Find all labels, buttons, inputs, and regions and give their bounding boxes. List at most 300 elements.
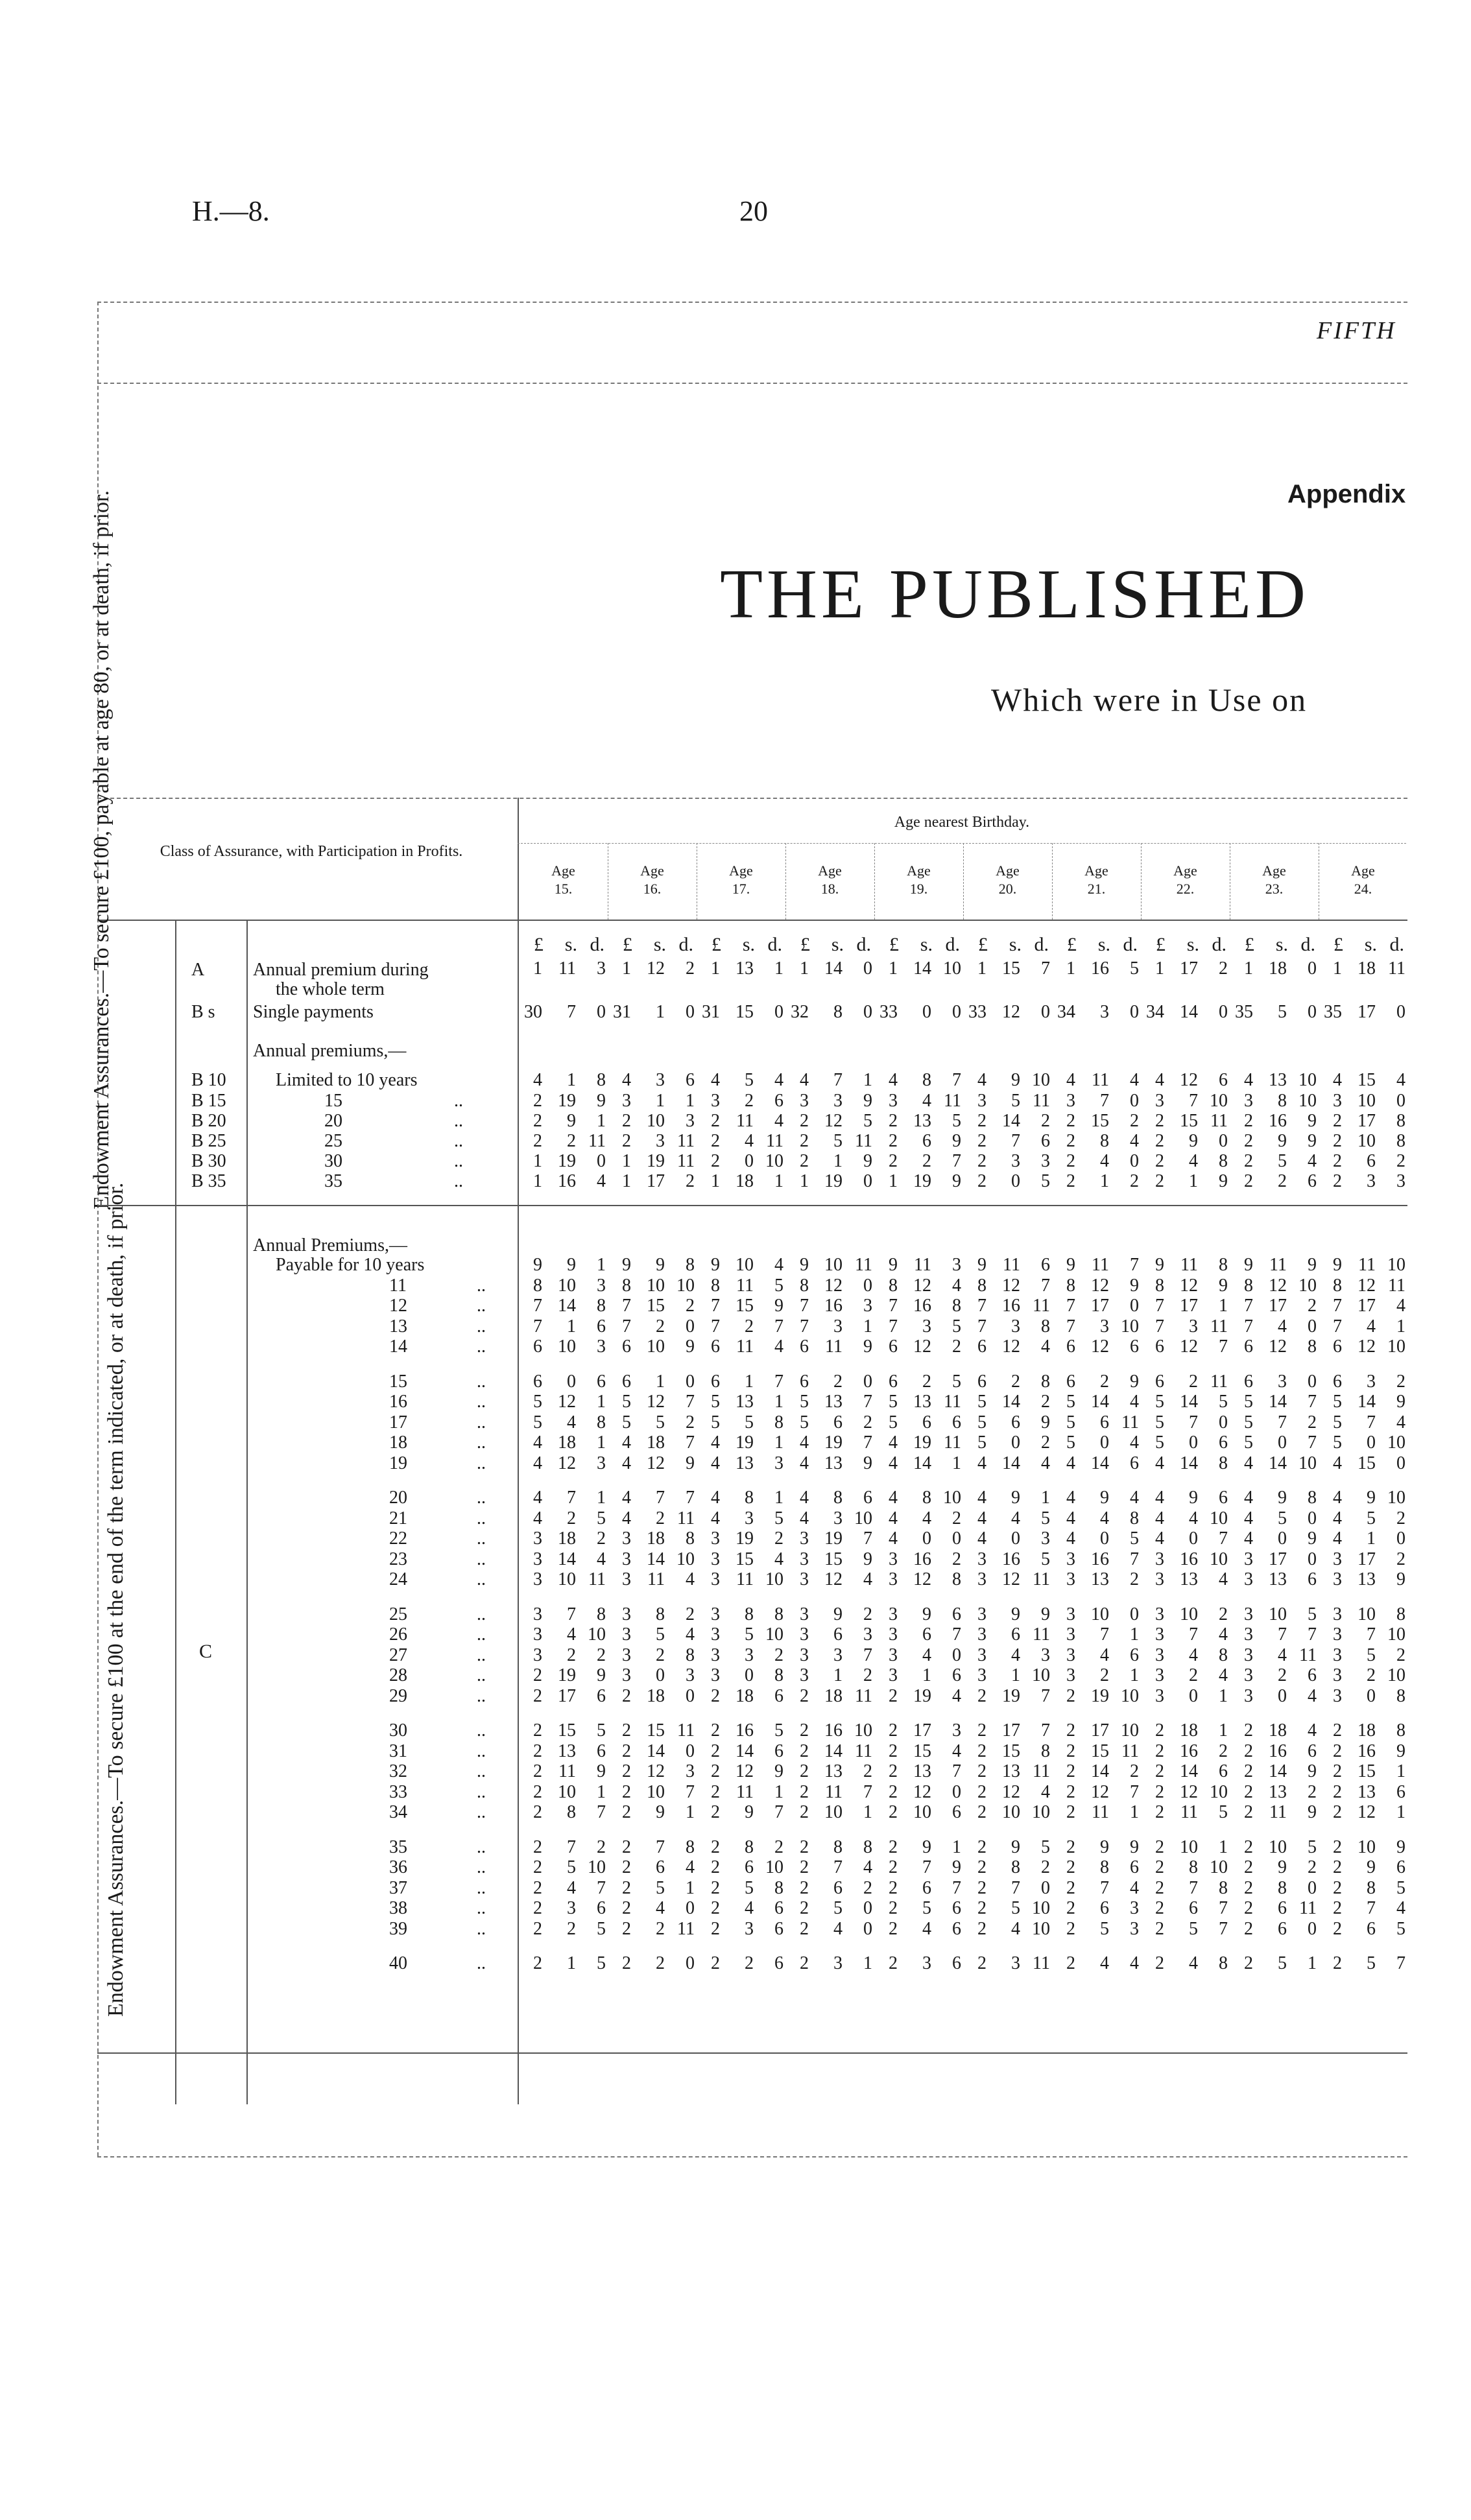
row-leader: .. bbox=[477, 1371, 486, 1392]
premium-shillings: 2 bbox=[922, 1151, 931, 1171]
premium-pence: 5 bbox=[1041, 1508, 1050, 1528]
term-value: 17 bbox=[389, 1412, 407, 1432]
premium-cell bbox=[612, 1091, 695, 1111]
premium-pence: 0 bbox=[863, 958, 872, 979]
unit-label: s. bbox=[653, 934, 666, 955]
premium-cell bbox=[1234, 1741, 1317, 1762]
premium-pence: 4 bbox=[1308, 1685, 1317, 1706]
premium-pence: 10 bbox=[1032, 1665, 1050, 1685]
premium-pounds: 2 bbox=[1066, 1918, 1075, 1939]
premium-cell bbox=[789, 958, 872, 979]
premium-shillings: 3 bbox=[567, 1898, 576, 1918]
premium-shillings: 5 bbox=[1278, 1508, 1287, 1528]
premium-cell bbox=[967, 1782, 1050, 1803]
premium-pounds: 4 bbox=[1066, 1508, 1075, 1528]
premium-pounds: 2 bbox=[977, 1761, 987, 1781]
premium-pence: 6 bbox=[774, 1091, 783, 1111]
premium-shillings: 2 bbox=[656, 1918, 665, 1939]
premium-pounds: 35 bbox=[1235, 1002, 1253, 1022]
premium-shillings: 4 bbox=[1189, 1151, 1198, 1171]
premium-pence: 0 bbox=[597, 1002, 606, 1022]
premium-cell bbox=[1145, 1720, 1228, 1741]
premium-shillings: 18 bbox=[1269, 1720, 1287, 1741]
premium-cell bbox=[612, 1898, 695, 1919]
premium-cell bbox=[523, 1171, 606, 1192]
premium-shillings: 16 bbox=[1269, 1111, 1287, 1131]
premium-cell bbox=[789, 1508, 872, 1529]
premium-pounds: 4 bbox=[1244, 1508, 1253, 1528]
premium-shillings: 3 bbox=[833, 1645, 843, 1665]
unit-label: d. bbox=[856, 934, 871, 955]
premium-cell bbox=[1322, 1412, 1405, 1433]
premium-cell bbox=[523, 1131, 606, 1152]
premium-shillings: 8 bbox=[1100, 1131, 1109, 1151]
premium-cell bbox=[1056, 1276, 1139, 1296]
row-leader: .. bbox=[454, 1111, 463, 1131]
unit-label: s. bbox=[564, 934, 577, 955]
premium-pounds: 2 bbox=[800, 1685, 809, 1706]
premium-pounds: 2 bbox=[622, 1781, 631, 1802]
premium-cell bbox=[1145, 1392, 1228, 1412]
premium-pounds: 2 bbox=[711, 1918, 720, 1939]
premium-pounds: 2 bbox=[1333, 1898, 1342, 1918]
premium-pounds: 4 bbox=[1155, 1508, 1164, 1528]
premium-pounds: 2 bbox=[711, 1802, 720, 1822]
premium-pounds: 3 bbox=[533, 1624, 542, 1645]
premium-shillings: 10 bbox=[1357, 1837, 1376, 1857]
row-code: B 30 bbox=[191, 1151, 226, 1171]
premium-pence: 6 bbox=[1219, 1432, 1228, 1453]
premium-shillings: 12 bbox=[913, 1781, 931, 1802]
premium-pounds: 3 bbox=[977, 1569, 987, 1589]
premium-cell bbox=[1056, 1002, 1139, 1023]
premium-shillings: 18 bbox=[647, 1432, 665, 1453]
premium-shillings: 1 bbox=[567, 1316, 576, 1337]
premium-pence: 6 bbox=[1130, 1453, 1139, 1473]
premium-pounds: 1 bbox=[711, 1171, 720, 1191]
premium-shillings: 3 bbox=[1100, 1316, 1109, 1337]
premium-pence: 2 bbox=[686, 1171, 695, 1191]
premium-shillings: 12 bbox=[1091, 1275, 1109, 1296]
premium-pounds: 2 bbox=[800, 1741, 809, 1761]
premium-shillings: 14 bbox=[913, 1453, 931, 1473]
premium-shillings: 11 bbox=[558, 1761, 576, 1781]
unit-label: s. bbox=[1186, 934, 1199, 955]
premium-cell bbox=[967, 1131, 1050, 1152]
row-label: 35 bbox=[324, 1171, 342, 1191]
premium-shillings: 17 bbox=[1091, 1296, 1109, 1316]
premium-pence: 11 bbox=[588, 1569, 606, 1589]
premium-cell bbox=[878, 1337, 961, 1357]
premium-cell bbox=[612, 1070, 695, 1091]
premium-cell bbox=[700, 958, 783, 979]
premium-shillings: 11 bbox=[736, 1111, 754, 1131]
premium-cell bbox=[967, 1070, 1050, 1091]
premium-pounds: 2 bbox=[1066, 1898, 1075, 1918]
premium-cell bbox=[967, 1337, 1050, 1357]
premium-pence: 4 bbox=[1219, 1665, 1228, 1685]
premium-shillings: 13 bbox=[558, 1741, 576, 1761]
premium-pounds: 2 bbox=[1333, 1720, 1342, 1741]
premium-pence: 0 bbox=[863, 1171, 872, 1191]
unit-label: s. bbox=[1097, 934, 1110, 955]
premium-shillings: 14 bbox=[1269, 1761, 1287, 1781]
premium-pence: 4 bbox=[774, 1255, 783, 1275]
premium-cell bbox=[1234, 1624, 1317, 1645]
premium-pence: 2 bbox=[1308, 1857, 1317, 1877]
premium-pounds: 3 bbox=[1066, 1549, 1075, 1569]
premium-shillings: 7 bbox=[1100, 1091, 1109, 1111]
premium-cell bbox=[1145, 1372, 1228, 1392]
premium-pence: 11 bbox=[677, 1720, 695, 1741]
premium-pounds: 3 bbox=[622, 1569, 631, 1589]
premium-pence: 5 bbox=[774, 1720, 783, 1741]
premium-shillings: 14 bbox=[1002, 1111, 1020, 1131]
premium-pence: 6 bbox=[1219, 1488, 1228, 1508]
premium-pence: 9 bbox=[686, 1337, 695, 1357]
premium-pence: 8 bbox=[1308, 1337, 1317, 1357]
premium-pounds: 2 bbox=[1066, 1761, 1075, 1781]
row-leader: .. bbox=[477, 1508, 486, 1528]
unit-label-row bbox=[524, 934, 604, 956]
premium-pence: 1 bbox=[597, 1781, 606, 1802]
premium-pounds: 9 bbox=[1333, 1255, 1342, 1275]
premium-pence: 11 bbox=[1033, 1296, 1050, 1316]
premium-shillings: 7 bbox=[1367, 1624, 1376, 1645]
premium-cell bbox=[700, 1528, 783, 1549]
premium-pounds: 2 bbox=[1244, 1857, 1253, 1877]
premium-cell bbox=[878, 1741, 961, 1762]
premium-shillings: 11 bbox=[1269, 1802, 1287, 1822]
premium-shillings: 15 bbox=[647, 1296, 665, 1316]
premium-pence: 2 bbox=[952, 1508, 961, 1528]
premium-cell bbox=[612, 1761, 695, 1782]
premium-pounds: 9 bbox=[889, 1255, 898, 1275]
premium-pounds: 5 bbox=[1066, 1392, 1075, 1412]
premium-shillings: 13 bbox=[824, 1761, 843, 1781]
row-code: B 15 bbox=[191, 1091, 226, 1111]
premium-pence: 10 bbox=[1298, 1091, 1317, 1111]
premium-pounds: 1 bbox=[800, 958, 809, 979]
age-heading-value: 15. bbox=[554, 881, 573, 897]
premium-pence: 10 bbox=[1210, 1508, 1228, 1528]
premium-pounds: 9 bbox=[1244, 1255, 1253, 1275]
premium-shillings: 14 bbox=[1002, 1392, 1020, 1412]
premium-cell bbox=[612, 1453, 695, 1474]
age-column-divider bbox=[785, 843, 786, 920]
premium-pounds: 2 bbox=[889, 1720, 898, 1741]
premium-pounds: 2 bbox=[1333, 1918, 1342, 1939]
premium-cell bbox=[1145, 1432, 1228, 1453]
premium-pounds: 2 bbox=[889, 1741, 898, 1761]
premium-shillings: 12 bbox=[1002, 1781, 1020, 1802]
premium-pounds: 4 bbox=[622, 1488, 631, 1508]
premium-shillings: 16 bbox=[824, 1720, 843, 1741]
premium-pence: 11 bbox=[677, 1151, 695, 1171]
premium-pence: 10 bbox=[1298, 1275, 1317, 1296]
premium-cell bbox=[523, 1761, 606, 1782]
premium-cell bbox=[1056, 1761, 1139, 1782]
premium-pence: 5 bbox=[1308, 1604, 1317, 1624]
premium-pounds: 2 bbox=[1333, 1953, 1342, 1973]
premium-pounds: 3 bbox=[1155, 1645, 1164, 1665]
premium-cell bbox=[967, 1091, 1050, 1111]
premium-cell bbox=[878, 1665, 961, 1686]
unit-label-row bbox=[791, 934, 871, 956]
premium-pence: 1 bbox=[1130, 1802, 1139, 1822]
premium-pence: 2 bbox=[597, 1837, 606, 1857]
premium-shillings: 12 bbox=[1180, 1070, 1198, 1090]
premium-pounds: 2 bbox=[1333, 1802, 1342, 1822]
premium-pounds: 8 bbox=[533, 1275, 542, 1296]
premium-shillings: 14 bbox=[1357, 1392, 1376, 1412]
premium-pounds: 6 bbox=[622, 1337, 631, 1357]
unit-label: d. bbox=[678, 934, 693, 955]
premium-cell bbox=[878, 1255, 961, 1276]
unit-label: s. bbox=[920, 934, 933, 955]
premium-pence: 0 bbox=[1308, 1918, 1317, 1939]
premium-cell bbox=[612, 1296, 695, 1316]
premium-pounds: 4 bbox=[711, 1488, 720, 1508]
premium-pounds: 2 bbox=[800, 1151, 809, 1171]
premium-shillings: 4 bbox=[1011, 1918, 1020, 1939]
premium-cell bbox=[1056, 1488, 1139, 1508]
premium-cell bbox=[523, 1665, 606, 1686]
premium-cell bbox=[1234, 1070, 1317, 1091]
premium-cell bbox=[967, 1528, 1050, 1549]
premium-pence: 2 bbox=[597, 1528, 606, 1549]
age-heading-value: 18. bbox=[820, 881, 839, 897]
premium-pence: 2 bbox=[952, 1549, 961, 1569]
premium-pounds: 1 bbox=[800, 1171, 809, 1191]
age-heading-value: 20. bbox=[998, 881, 1017, 897]
term-value: 40 bbox=[389, 1953, 407, 1973]
premium-pounds: 3 bbox=[622, 1604, 631, 1624]
premium-cell bbox=[1145, 1151, 1228, 1172]
premium-pence: 7 bbox=[1130, 1549, 1139, 1569]
premium-pence: 8 bbox=[1041, 1316, 1050, 1337]
premium-shillings: 12 bbox=[647, 1453, 665, 1473]
premium-pence: 8 bbox=[1219, 1151, 1228, 1171]
premium-shillings: 5 bbox=[656, 1412, 665, 1432]
age-heading-value: 19. bbox=[909, 881, 928, 897]
premium-pence: 1 bbox=[1041, 1488, 1050, 1508]
premium-shillings: 11 bbox=[558, 958, 576, 979]
premium-cell bbox=[967, 1392, 1050, 1412]
premium-shillings: 15 bbox=[1180, 1111, 1198, 1131]
premium-cell bbox=[1322, 1604, 1405, 1625]
premium-shillings: 6 bbox=[745, 1857, 754, 1877]
section2-heading: Annual Premiums,— bbox=[253, 1235, 407, 1255]
premium-pence: 2 bbox=[1219, 1741, 1228, 1761]
premium-shillings: 3 bbox=[1189, 1316, 1198, 1337]
premium-cell bbox=[523, 1802, 606, 1823]
row-code: B 25 bbox=[191, 1131, 226, 1151]
premium-shillings: 13 bbox=[913, 1111, 931, 1131]
term-value: 16 bbox=[389, 1392, 407, 1412]
premium-pence: 0 bbox=[863, 1898, 872, 1918]
premium-pence: 10 bbox=[765, 1151, 783, 1171]
premium-cell bbox=[523, 1070, 606, 1091]
premium-shillings: 11 bbox=[736, 1781, 754, 1802]
premium-shillings: 5 bbox=[656, 1877, 665, 1898]
premium-shillings: 11 bbox=[1092, 1070, 1109, 1090]
unit-label: d. bbox=[1389, 934, 1404, 955]
premium-pence: 9 bbox=[863, 1151, 872, 1171]
premium-cell bbox=[1056, 1802, 1139, 1823]
premium-shillings: 0 bbox=[1278, 1528, 1287, 1549]
premium-pence: 0 bbox=[686, 1002, 695, 1022]
premium-cell bbox=[523, 1782, 606, 1803]
premium-shillings: 8 bbox=[745, 1604, 754, 1624]
premium-pounds: 4 bbox=[1244, 1488, 1253, 1508]
premium-shillings: 2 bbox=[1278, 1171, 1287, 1191]
premium-pounds: 7 bbox=[1066, 1316, 1075, 1337]
premium-pounds: 2 bbox=[533, 1761, 542, 1781]
premium-pence: 10 bbox=[1387, 1624, 1405, 1645]
premium-pence: 2 bbox=[774, 1528, 783, 1549]
row-label: 15 bbox=[324, 1091, 342, 1111]
premium-cell bbox=[523, 1432, 606, 1453]
premium-shillings: 12 bbox=[913, 1337, 931, 1357]
premium-pounds: 3 bbox=[1066, 1665, 1075, 1685]
premium-shillings: 4 bbox=[1189, 1953, 1198, 1973]
premium-shillings: 9 bbox=[833, 1604, 843, 1624]
premium-pence: 7 bbox=[1308, 1392, 1317, 1412]
term-value: 27 bbox=[389, 1645, 407, 1665]
premium-pence: 11 bbox=[766, 1131, 783, 1151]
premium-pounds: 2 bbox=[711, 1898, 720, 1918]
premium-pounds: 6 bbox=[1333, 1371, 1342, 1392]
premium-shillings: 16 bbox=[1180, 1741, 1198, 1761]
premium-shillings: 18 bbox=[736, 1171, 754, 1191]
premium-pence: 1 bbox=[774, 1171, 783, 1191]
term-value: 39 bbox=[389, 1918, 407, 1939]
premium-cell bbox=[878, 1412, 961, 1433]
premium-pounds: 2 bbox=[711, 1781, 720, 1802]
premium-pence: 4 bbox=[1130, 1877, 1139, 1898]
premium-cell bbox=[1322, 1802, 1405, 1823]
premium-cell bbox=[612, 1151, 695, 1172]
row-leader: .. bbox=[477, 1685, 486, 1706]
premium-pence: 8 bbox=[686, 1837, 695, 1857]
premium-pounds: 3 bbox=[889, 1569, 898, 1589]
premium-pounds: 2 bbox=[1333, 1131, 1342, 1151]
premium-shillings: 16 bbox=[1269, 1741, 1287, 1761]
premium-shillings: 12 bbox=[1357, 1337, 1376, 1357]
premium-shillings: 18 bbox=[558, 1528, 576, 1549]
premium-cell bbox=[700, 1569, 783, 1590]
premium-pounds: 6 bbox=[889, 1371, 898, 1392]
premium-shillings: 12 bbox=[824, 1275, 843, 1296]
premium-cell bbox=[878, 1070, 961, 1091]
premium-pence: 8 bbox=[1130, 1508, 1139, 1528]
premium-cell bbox=[878, 1276, 961, 1296]
premium-shillings: 15 bbox=[1357, 1453, 1376, 1473]
premium-pounds: 2 bbox=[622, 1802, 631, 1822]
premium-cell bbox=[700, 1337, 783, 1357]
premium-pence: 10 bbox=[1387, 1337, 1405, 1357]
term-value: 12 bbox=[389, 1296, 407, 1316]
premium-pounds: 2 bbox=[1155, 1741, 1164, 1761]
premium-pence: 9 bbox=[1130, 1837, 1139, 1857]
premium-cell bbox=[1234, 1337, 1317, 1357]
premium-shillings: 5 bbox=[1011, 1898, 1020, 1918]
premium-pence: 3 bbox=[952, 1720, 961, 1741]
premium-pence: 4 bbox=[1396, 1296, 1405, 1316]
premium-shillings: 16 bbox=[1180, 1549, 1198, 1569]
premium-pence: 2 bbox=[1130, 1171, 1139, 1191]
premium-pounds: 2 bbox=[800, 1761, 809, 1781]
premium-pence: 10 bbox=[1210, 1857, 1228, 1877]
premium-cell bbox=[1145, 1171, 1228, 1192]
premium-cell bbox=[1234, 1131, 1317, 1152]
premium-pounds: 1 bbox=[533, 1171, 542, 1191]
premium-cell bbox=[523, 1255, 606, 1276]
premium-pounds: 6 bbox=[533, 1371, 542, 1392]
premium-pence: 10 bbox=[1387, 1255, 1405, 1275]
premium-pounds: 2 bbox=[1244, 1720, 1253, 1741]
unit-label: £ bbox=[978, 934, 988, 955]
premium-shillings: 14 bbox=[1091, 1392, 1109, 1412]
premium-pence: 2 bbox=[774, 1645, 783, 1665]
premium-shillings: 9 bbox=[1011, 1070, 1020, 1090]
premium-cell bbox=[967, 1432, 1050, 1453]
premium-shillings: 0 bbox=[656, 1665, 665, 1685]
premium-shillings: 2 bbox=[656, 1645, 665, 1665]
premium-shillings: 18 bbox=[1269, 958, 1287, 979]
premium-pence: 4 bbox=[774, 1111, 783, 1131]
premium-pence: 10 bbox=[943, 1488, 961, 1508]
premium-pounds: 4 bbox=[622, 1432, 631, 1453]
premium-cell bbox=[1322, 1002, 1405, 1023]
premium-cell bbox=[789, 1392, 872, 1412]
premium-shillings: 4 bbox=[656, 1898, 665, 1918]
premium-cell bbox=[700, 1919, 783, 1940]
premium-cell bbox=[612, 1686, 695, 1707]
premium-shillings: 19 bbox=[824, 1432, 843, 1453]
premium-cell bbox=[789, 1686, 872, 1707]
premium-shillings: 0 bbox=[922, 1002, 931, 1022]
premium-shillings: 4 bbox=[1189, 1645, 1198, 1665]
premium-shillings: 0 bbox=[1189, 1528, 1198, 1549]
premium-shillings: 9 bbox=[1278, 1488, 1287, 1508]
premium-pounds: 2 bbox=[977, 1837, 987, 1857]
premium-shillings: 19 bbox=[1091, 1685, 1109, 1706]
premium-pounds: 2 bbox=[1066, 1953, 1075, 1973]
premium-cell bbox=[967, 1919, 1050, 1940]
premium-cell bbox=[523, 1837, 606, 1858]
premium-pounds: 3 bbox=[622, 1549, 631, 1569]
premium-pounds: 2 bbox=[1155, 1857, 1164, 1877]
premium-pounds: 5 bbox=[889, 1392, 898, 1412]
premium-cell bbox=[1145, 1837, 1228, 1858]
premium-cell bbox=[1145, 1919, 1228, 1940]
premium-shillings: 17 bbox=[1269, 1296, 1287, 1316]
premium-shillings: 10 bbox=[647, 1337, 665, 1357]
premium-pounds: 4 bbox=[1155, 1528, 1164, 1549]
premium-shillings: 12 bbox=[1269, 1337, 1287, 1357]
premium-shillings: 12 bbox=[1091, 1337, 1109, 1357]
premium-pounds: 2 bbox=[533, 1091, 542, 1111]
premium-pence: 7 bbox=[1130, 1255, 1139, 1275]
premium-shillings: 2 bbox=[745, 1091, 754, 1111]
premium-pence: 4 bbox=[952, 1685, 961, 1706]
premium-pounds: 2 bbox=[1244, 1898, 1253, 1918]
premium-pence: 8 bbox=[1396, 1604, 1405, 1624]
premium-pence: 1 bbox=[952, 1837, 961, 1857]
premium-shillings: 7 bbox=[1189, 1877, 1198, 1898]
